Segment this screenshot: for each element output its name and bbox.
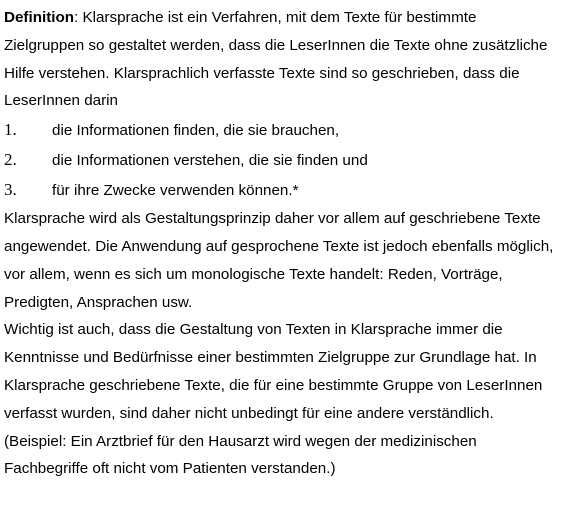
paragraph-spoken-texts: Klarsprache wird als Gestaltungsprinzip daher vor allem auf geschriebene Texte angewendet. Die Anwendung auf gesprochene Texte ist jedoch ebenfalls möglich, vor allem, wenn es sich um monologische Texte handelt: Reden, Vorträge, Predigten, Ansprachen usw. xyxy=(4,210,554,311)
list-text: für ihre Zwecke verwenden können.* xyxy=(52,182,299,200)
list-number: 2. xyxy=(4,150,17,170)
list-item xyxy=(4,175,560,205)
definition-label: Definition xyxy=(4,9,75,26)
list-item xyxy=(4,115,560,145)
numbered-list xyxy=(4,115,560,205)
list-number: 3. xyxy=(4,180,17,200)
definition-paragraph xyxy=(4,4,560,115)
list-text: die Informationen verstehen, die sie finden und xyxy=(52,152,368,170)
definition-colon: : xyxy=(74,9,79,26)
list-number: 1. xyxy=(4,120,17,140)
list-item xyxy=(4,145,560,175)
document-body xyxy=(4,4,560,483)
list-text: die Informationen finden, die sie brauchen, xyxy=(52,122,340,140)
paragraph-target-group: Wichtig ist auch, dass die Gestaltung von Texten in Klarsprache immer die Kenntnisse und Bedürfnisse einer bestimmten Zielgruppe zur Grundlage hat. In Klarsprache geschriebene Texte, die für eine bestimmte Gruppe von LeserInnen verfasst wurden, sind daher nicht unbedingt für eine andere verständlich. (Beispiel: Ein Arztbrief für den Hausarzt wird wegen der medizinischen Fachbegriffe oft nicht vom Patienten verstanden.) xyxy=(4,321,543,478)
definition-text: Klarsprache ist ein Verfahren, mit dem Texte für bestimmte Zielgruppen so gestaltet werden, dass die LeserInnen die Texte ohne zusätzliche Hilfe verstehen. Klarsprachlich verfasste Texte sind so geschrieben, dass die LeserInnen darin xyxy=(4,9,548,110)
